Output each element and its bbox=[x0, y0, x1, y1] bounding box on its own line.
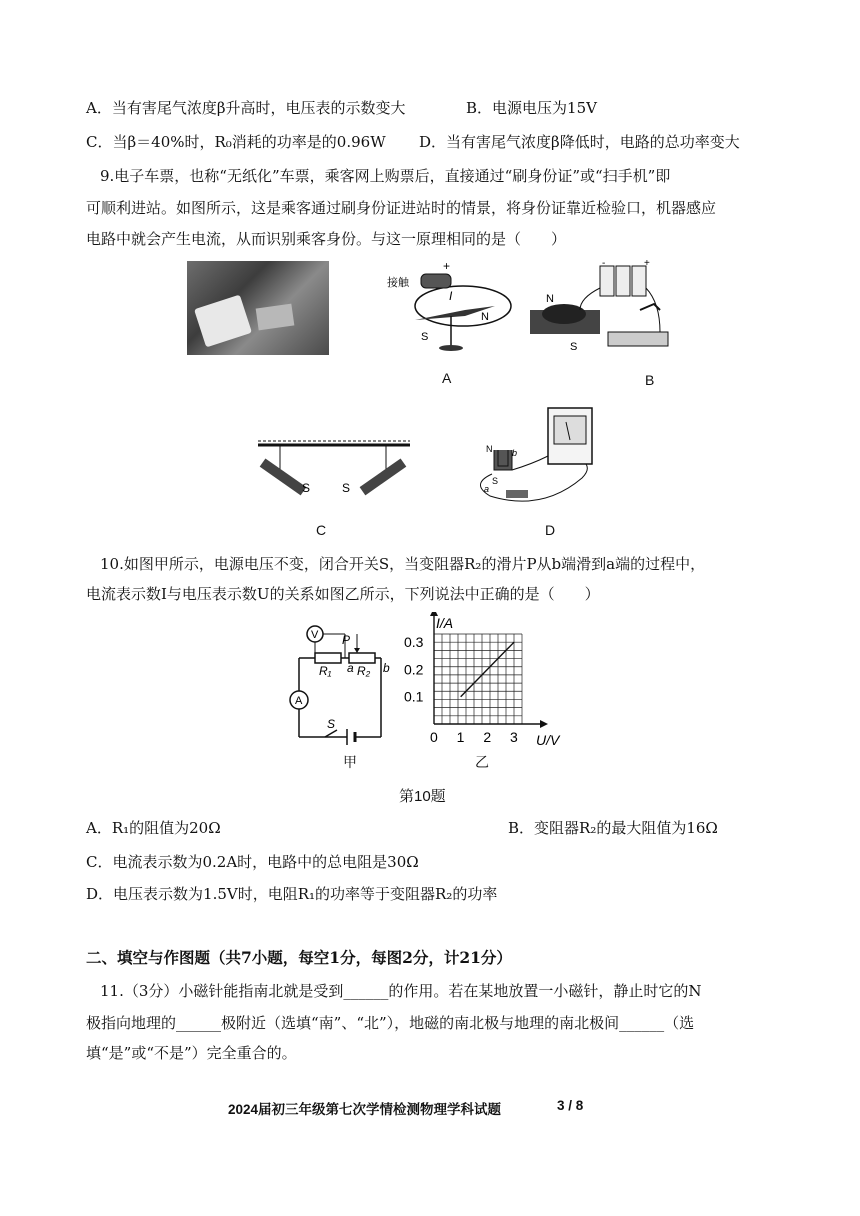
figure-yi-label: 乙 bbox=[475, 754, 489, 770]
x-tick-label: 2 bbox=[483, 729, 492, 745]
svg-text:S: S bbox=[327, 717, 336, 731]
svg-text:V: V bbox=[311, 629, 319, 641]
svg-text:N: N bbox=[481, 311, 489, 323]
svg-text:b: b bbox=[512, 448, 518, 458]
svg-text:P: P bbox=[342, 633, 351, 647]
q10-line-2: 电流表示数I与电压表示数U的关系如图乙所示，下列说法中正确的是（ ） bbox=[86, 585, 600, 603]
svg-text:+: + bbox=[443, 259, 451, 273]
q11-line-2: 极指向地理的______极附近（选填“南”、“北”），地磁的南北极与地理的南北极间______（选 bbox=[86, 1014, 695, 1032]
figure-b-label: B bbox=[645, 372, 655, 388]
figure-c-label: C bbox=[316, 522, 327, 538]
q10-option-b: B．变阻器R₂的最大阻值为16Ω bbox=[508, 819, 718, 837]
figure-a-label: A bbox=[442, 370, 452, 386]
x-tick-label: 1 bbox=[456, 729, 465, 745]
footer-title: 2024届初三年级第七次学情检测物理学科试题 bbox=[228, 1102, 502, 1117]
svg-text:+: + bbox=[644, 258, 650, 269]
q11-line-3: 填“是”或“不是”）完全重合的。 bbox=[86, 1044, 297, 1062]
q8-option-b: B．电源电压为15V bbox=[466, 99, 597, 117]
q9-line-2: 可顺利进站。如图所示，这是乘客通过刷身份证进站时的情景，将身份证靠近检验口，机器感应 bbox=[86, 199, 717, 217]
svg-text:a: a bbox=[484, 484, 490, 494]
figure-caption: 第10题 bbox=[399, 788, 446, 805]
svg-text:N: N bbox=[546, 293, 554, 305]
circuit-diagram-jia bbox=[285, 622, 405, 752]
svg-text:a: a bbox=[347, 661, 354, 675]
q10-option-d: D．电压表示数为1.5V时，电阻R₁的功率等于变阻器R₂的功率 bbox=[86, 885, 498, 903]
figure-d-generator-circuit bbox=[462, 404, 602, 514]
svg-text:S: S bbox=[492, 476, 499, 486]
iv-graph bbox=[400, 612, 565, 752]
y-tick-label: 0.2 bbox=[404, 661, 424, 678]
q10-line-1: 10.如图甲所示，电源电压不变，闭合开关S，当变阻器R₂的滑片P从b端滑到a端的过程中， bbox=[100, 555, 706, 573]
svg-text:S: S bbox=[570, 341, 578, 353]
chart-ticks bbox=[404, 634, 518, 745]
svg-text:b: b bbox=[383, 661, 390, 675]
figure-jia-label: 甲 bbox=[343, 754, 357, 770]
figure-d-label: D bbox=[545, 522, 556, 538]
q8-option-d: D．当有害尾气浓度β降低时，电路的总功率变大 bbox=[419, 133, 740, 151]
q9-line-1: 9.电子车票，也称“无纸化”车票，乘客网上购票后，直接通过“刷身份证”或“扫手机”即 bbox=[100, 167, 671, 185]
q10-option-c: C．电流表示数为0.2A时，电路中的总电阻是30Ω bbox=[86, 853, 419, 871]
figure-a-compass-current bbox=[385, 258, 515, 358]
y-tick-label: 0.3 bbox=[404, 634, 424, 651]
id-card-photo bbox=[187, 261, 329, 355]
x-axis-label: U/V bbox=[536, 732, 560, 748]
svg-text:S: S bbox=[421, 331, 429, 343]
svg-text:R₂: R₂ bbox=[357, 664, 371, 678]
x-tick-label: 0 bbox=[430, 729, 438, 745]
q11-line-1: 11.（3分）小磁针能指南北就是受到______的作用。若在某地放置一小磁针，静止时它的N bbox=[100, 982, 702, 1000]
figure-b-motor-circuit bbox=[520, 258, 690, 363]
y-tick-label: 0.1 bbox=[404, 688, 424, 705]
svg-text:S: S bbox=[302, 481, 311, 495]
svg-text:A: A bbox=[295, 695, 303, 707]
q8-option-a: A．当有害尾气浓度β升高时，电压表的示数变大 bbox=[86, 99, 406, 117]
svg-text:S: S bbox=[342, 481, 351, 495]
q8-option-c: C．当β＝40%时，R₀消耗的功率是的0.96W bbox=[86, 133, 386, 151]
figure-c-hanging-magnets bbox=[250, 440, 420, 510]
svg-text:-: - bbox=[602, 258, 606, 269]
fig-a-contact-label: 接触 bbox=[387, 277, 409, 289]
section-2-title: 二、填空与作图题（共7小题，每空1分，每图2分，计21分） bbox=[86, 948, 512, 967]
y-axis-label: I/A bbox=[436, 615, 454, 631]
q9-line-3: 电路中就会产生电流，从而识别乘客身份。与这一原理相同的是（ ） bbox=[86, 230, 567, 248]
x-axis-arrow bbox=[540, 720, 548, 728]
svg-text:R₁: R₁ bbox=[319, 664, 332, 678]
q10-option-a: A．R₁的阻值为20Ω bbox=[86, 819, 221, 837]
svg-text:N: N bbox=[486, 444, 493, 454]
footer-page-number: 3 / 8 bbox=[557, 1098, 584, 1113]
x-tick-label: 3 bbox=[510, 729, 518, 745]
svg-text:I: I bbox=[449, 289, 453, 303]
